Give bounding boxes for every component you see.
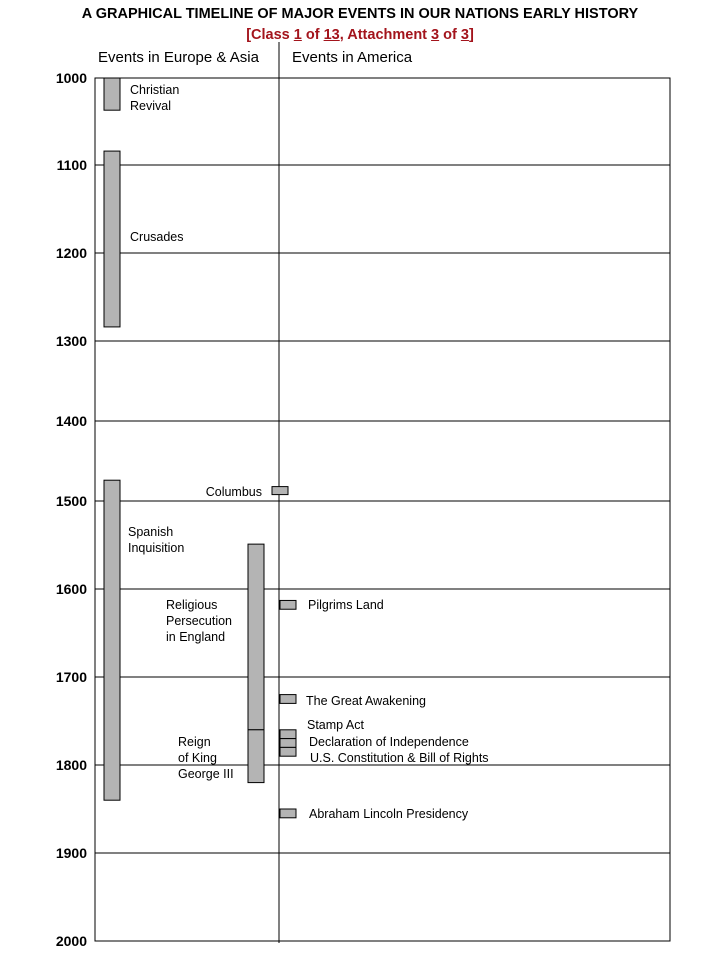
event-bar-declaration-of-independence <box>280 739 296 748</box>
year-label-1900: 1900 <box>55 845 87 861</box>
event-label-stamp-act: Stamp Act <box>307 718 364 732</box>
event-label-spanish-inquisition-line2: Inquisition <box>128 541 185 555</box>
class-total: 13 <box>323 27 340 43</box>
event-label-reign-of-king-george-line3: George III <box>178 767 234 781</box>
event-bar-us-constitution <box>280 747 296 756</box>
event-label-pilgrims-land: Pilgrims Land <box>308 598 384 612</box>
event-label-spanish-inquisition-line1: Spanish <box>128 525 174 539</box>
event-label-us-constitution: U.S. Constitution & Bill of Rights <box>310 751 489 765</box>
page-subtitle: [Class 1 of 13, Attachment 3 of 3] <box>246 27 474 43</box>
year-label-1600: 1600 <box>55 581 87 597</box>
page-title: A GRAPHICAL TIMELINE OF MAJOR EVENTS IN OUR NATIONS EARLY HISTORY <box>81 6 639 22</box>
event-label-columbus: Columbus <box>205 485 262 499</box>
event-label-christian-revival-line1: Christian <box>130 83 180 97</box>
attachment-total: 3 <box>460 27 469 43</box>
event-bar-pilgrims-land <box>280 600 296 609</box>
year-label-1200: 1200 <box>55 245 87 261</box>
event-bar-spanish-inquisition <box>104 480 120 800</box>
event-bar-reign-of-king-george <box>248 730 264 783</box>
year-label-1800: 1800 <box>55 757 87 773</box>
event-bar-religious-persecution <box>248 544 264 730</box>
event-label-religious-persecution-line3: in England <box>166 630 226 644</box>
year-label-1000: 1000 <box>55 70 87 86</box>
column-header-europe-asia: Events in Europe & Asia <box>98 49 259 66</box>
year-label-1300: 1300 <box>55 333 87 349</box>
event-bar-lincoln-presidency <box>280 809 296 818</box>
event-bar-crusades <box>104 151 120 327</box>
event-label-lincoln-presidency: Abraham Lincoln Presidency <box>309 807 469 821</box>
event-bar-columbus <box>272 487 288 495</box>
attachment-number: 3 <box>431 27 440 43</box>
column-header-america: Events in America <box>292 49 413 66</box>
year-label-1400: 1400 <box>55 413 87 429</box>
year-label-1100: 1100 <box>56 157 87 173</box>
event-label-religious-persecution-line2: Persecution <box>166 614 233 628</box>
event-label-religious-persecution-line1: Religious <box>166 598 218 612</box>
event-bar-christian-revival <box>104 78 120 110</box>
class-number: 1 <box>293 27 302 43</box>
event-label-christian-revival-line2: Revival <box>130 99 171 113</box>
event-bar-great-awakening <box>280 695 296 704</box>
event-label-reign-of-king-george-line1: Reign <box>178 735 211 749</box>
event-label-declaration-of-independence: Declaration of Independence <box>309 735 469 749</box>
event-label-great-awakening: The Great Awakening <box>306 694 426 708</box>
event-bar-stamp-act <box>280 730 296 739</box>
event-label-crusades: Crusades <box>130 230 184 244</box>
year-label-1500: 1500 <box>55 493 87 509</box>
year-label-1700: 1700 <box>55 669 87 685</box>
event-label-reign-of-king-george-line2: of King <box>178 751 217 765</box>
year-label-2000: 2000 <box>55 933 87 949</box>
